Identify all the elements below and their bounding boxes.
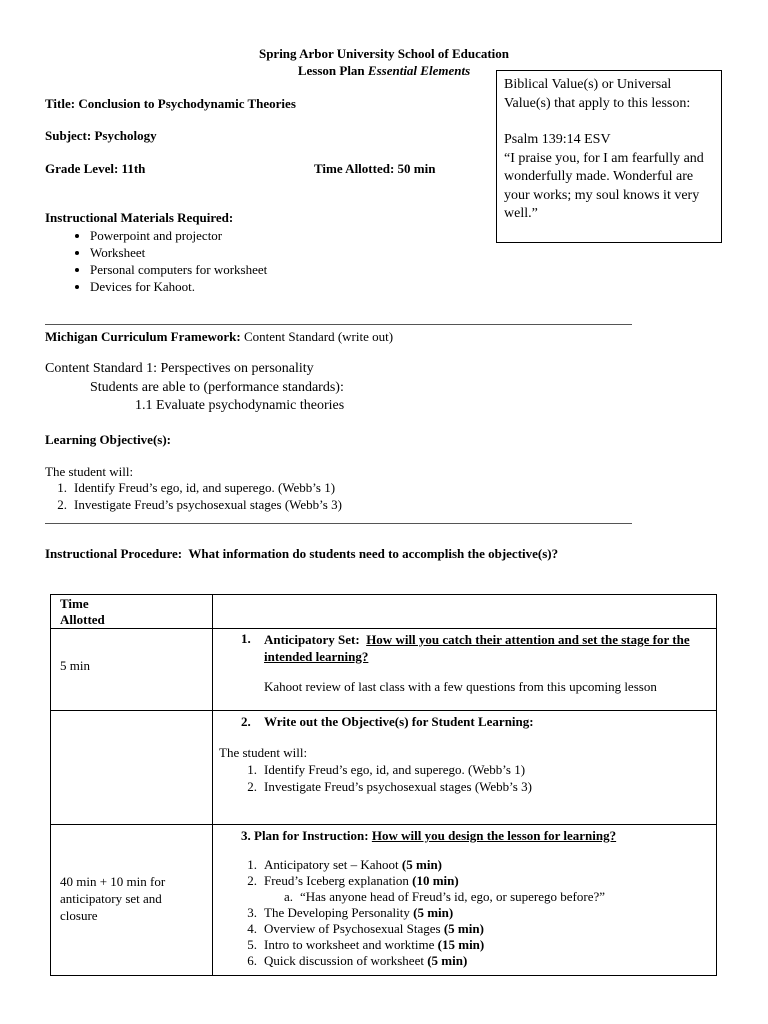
row3-substep-text: “Has anyone head of Freud’s id, ego, or superego before?”	[300, 889, 606, 904]
doc-prefix: Lesson Plan	[297, 63, 365, 78]
procedure-label: Instructional Procedure:	[45, 546, 183, 561]
row3-step	[235, 905, 453, 921]
table-row	[51, 711, 717, 825]
row2-number: 2.	[241, 714, 251, 729]
activity-cell	[213, 629, 717, 711]
materials-item: • Powerpoint and projector	[90, 227, 267, 244]
time-cell	[51, 711, 213, 825]
framework-line	[45, 329, 393, 345]
subject-value: Psychology	[94, 128, 157, 143]
materials-list	[64, 227, 267, 295]
scripture-quote: “I praise you, for I am fearfully and wonderfully made. Wonderful are your works; my soul knows it very well.”	[504, 150, 704, 221]
time-header: Time Allotted	[60, 596, 105, 627]
scripture-reference: Psalm 139:14 ESV	[504, 132, 611, 147]
row3-step-duration: (5 min)	[427, 953, 468, 968]
table-header-row	[51, 595, 717, 629]
objectives-item	[45, 480, 335, 496]
row2-item-number: 2.	[247, 779, 257, 794]
row3-step-number: 6.	[247, 953, 257, 968]
row3-question: How will you design the lesson for learning?	[371, 828, 617, 843]
time-cell	[51, 629, 213, 711]
procedure-table	[50, 594, 717, 976]
row2-item	[235, 762, 525, 778]
row3-step-duration: (10 min)	[412, 873, 459, 888]
title-value: Conclusion to Psychodynamic Theories	[78, 96, 296, 111]
content-standard-line1: Content Standard 1: Perspectives on personality	[45, 361, 314, 376]
row3-time: 40 min + 10 min for anticipatory set and closure	[60, 874, 166, 923]
objectives-item-text: Investigate Freud’s psychosexual stages (Webb’s 3)	[74, 497, 342, 512]
divider	[45, 324, 632, 325]
values-heading: Biblical Value(s) or Universal Value(s) that apply to this lesson:	[504, 77, 691, 111]
row1-title: Anticipatory Set:	[264, 632, 360, 647]
row2-title: Write out the Objective(s) for Student Learning:	[264, 714, 534, 729]
row3-step-number: 2.	[247, 873, 257, 888]
subject-line	[45, 128, 157, 144]
row3-step	[235, 873, 459, 889]
row3-step-duration: (15 min)	[437, 937, 485, 952]
time-header-cell	[51, 595, 213, 629]
row3-step-number: 5.	[247, 937, 257, 952]
grade-line	[45, 161, 145, 177]
row3-step-duration: (5 min)	[401, 857, 443, 872]
row1-number: 1.	[241, 631, 251, 646]
row3-heading	[241, 828, 616, 844]
row3-step-number: 4.	[247, 921, 257, 936]
title-line	[45, 96, 296, 112]
row3-step	[235, 937, 484, 953]
row3-step	[235, 921, 484, 937]
table-row	[51, 629, 717, 711]
row3-step-text: Anticipatory set – Kahoot	[264, 857, 399, 872]
school-heading: Spring Arbor University School of Education	[258, 46, 510, 61]
objectives-intro: The student will:	[45, 464, 134, 479]
table-row	[51, 825, 717, 976]
procedure-heading	[45, 546, 558, 562]
row1-body: Kahoot review of last class with a few questions from this upcoming lesson	[264, 679, 657, 694]
objectives-heading: Learning Objective(s):	[45, 432, 172, 447]
row3-step	[235, 857, 442, 873]
row3-substep	[271, 889, 605, 905]
time-label: Time Allotted:	[314, 161, 395, 176]
framework-value: Content Standard (write out)	[243, 329, 394, 344]
materials-item: • Personal computers for worksheet	[90, 261, 267, 278]
values-box	[496, 70, 722, 243]
objectives-item	[45, 497, 342, 513]
subject-label: Subject:	[45, 128, 92, 143]
row2-intro: The student will:	[219, 745, 308, 760]
row2-item-number: 1.	[247, 762, 257, 777]
grade-label: Grade Level:	[45, 161, 119, 176]
row2-item	[235, 779, 532, 795]
materials-item: • Devices for Kahoot.	[90, 278, 267, 295]
row2-item-text: Investigate Freud’s psychosexual stages (Webb’s 3)	[264, 779, 532, 794]
row3-step-text: Quick discussion of worksheet	[264, 953, 424, 968]
row3-step-text: The Developing Personality	[264, 905, 410, 920]
content-standard-line2: Students are able to (performance standards):	[90, 380, 344, 395]
row3-step-duration: (5 min)	[413, 905, 454, 920]
row1-question: How will you catch their attention and set the stage for the intended learning?	[264, 632, 690, 664]
title-label: Title:	[45, 96, 76, 111]
divider	[45, 523, 632, 524]
framework-label: Michigan Curriculum Framework:	[45, 329, 241, 344]
materials-item: • Worksheet	[90, 244, 267, 261]
content-standard-line3: 1.1 Evaluate psychodynamic theories	[135, 398, 345, 413]
row1-time: 5 min	[60, 658, 90, 673]
row3-step-text: Intro to worksheet and worktime	[264, 937, 435, 952]
objectives-item-text: Identify Freud’s ego, id, and superego. (Webb’s 1)	[74, 480, 336, 495]
activity-cell	[213, 825, 717, 976]
row3-step-text: Freud’s Iceberg explanation	[264, 873, 409, 888]
time-line	[314, 161, 435, 177]
row3-step-text: Overview of Psychosexual Stages	[264, 921, 441, 936]
row2-item-text: Identify Freud’s ego, id, and superego. (Webb’s 1)	[264, 762, 526, 777]
time-value: 50 min	[397, 161, 436, 176]
row3-step-number: 1.	[247, 857, 257, 872]
row3-substep-label: a.	[283, 889, 293, 904]
row3-title: 3. Plan for Instruction:	[241, 828, 369, 843]
doc-suffix: Essential Elements	[367, 63, 471, 78]
time-cell	[51, 825, 213, 976]
objectives-item-number: 2.	[57, 497, 67, 512]
grade-value: 11th	[121, 161, 146, 176]
row3-step-duration: (5 min)	[443, 921, 484, 936]
procedure-question: What information do students need to accomplish the objective(s)?	[188, 546, 559, 561]
row1-heading	[264, 631, 709, 665]
row3-step-number: 3.	[247, 905, 257, 920]
row3-step	[235, 953, 467, 969]
objectives-item-number: 1.	[57, 480, 67, 495]
activity-cell	[213, 711, 717, 825]
empty-header-cell	[213, 595, 717, 629]
materials-heading: Instructional Materials Required:	[45, 210, 234, 225]
